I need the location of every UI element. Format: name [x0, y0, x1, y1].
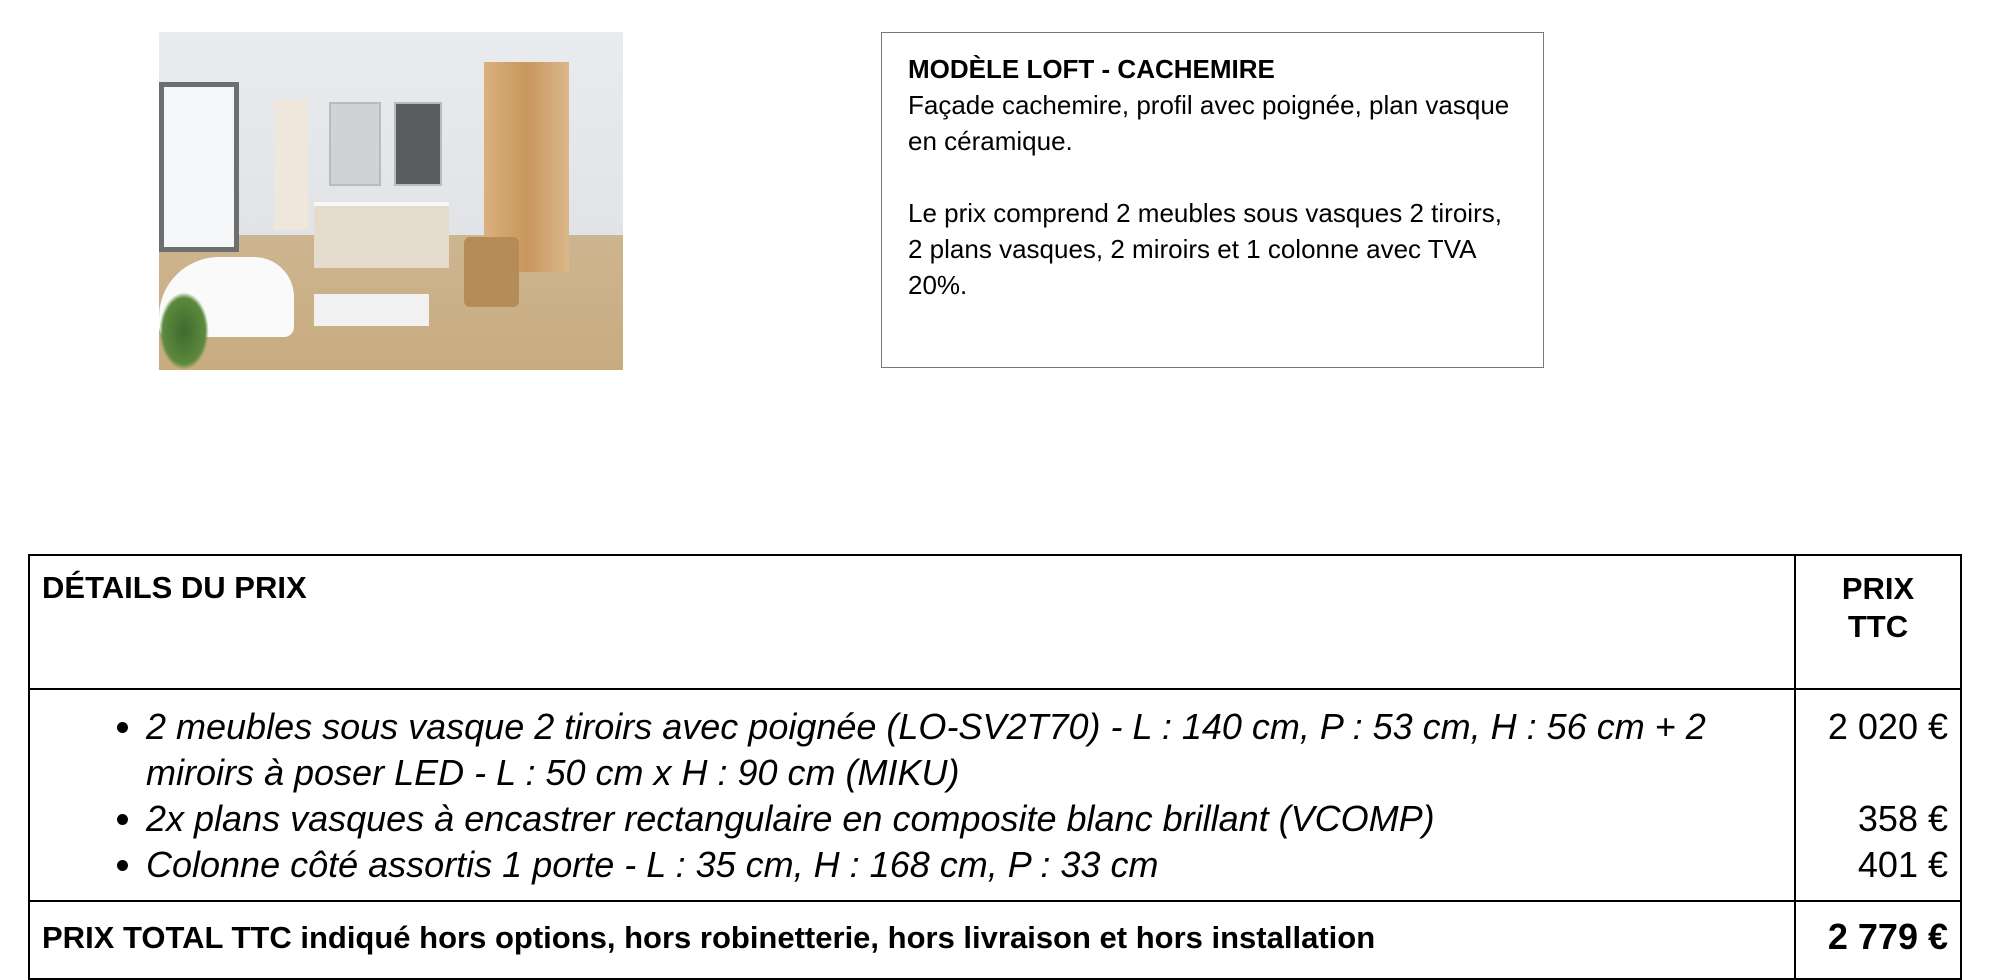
items-list-cell [29, 689, 1795, 901]
list-item: • Colonne côté assortis 1 porte - L : 35 cm, H : 168 cm, P : 33 cm [146, 842, 1782, 888]
items-list [42, 704, 1782, 888]
product-title: MODÈLE LOFT - CACHEMIRE [908, 54, 1275, 84]
table-header-row [29, 555, 1961, 689]
product-description: Façade cachemire, profil avec poignée, plan vasque en céramique. [908, 90, 1510, 156]
total-label: PRIX TOTAL TTC indiqué hors options, hors robinetterie, hors livraison et hors installation [29, 901, 1795, 979]
header-price-line2: TTC [1847, 609, 1909, 644]
table-total-row [29, 901, 1961, 979]
spacer [1796, 750, 1948, 796]
items-price-cell [1795, 689, 1961, 901]
item-price: 358 € [1857, 798, 1948, 839]
list-item: • 2x plans vasques à encastrer rectangulaire en composite blanc brillant (VCOMP) [146, 796, 1782, 842]
product-includes: Le prix comprend 2 meubles sous vasques 2 tiroirs, 2 plans vasques, 2 miroirs et 1 colonne avec TVA 20%. [908, 198, 1502, 300]
total-price: 2 779 € [1795, 901, 1961, 979]
list-item: • 2 meubles sous vasque 2 tiroirs avec poignée (LO-SV2T70) - L : 140 cm, P : 53 cm, H : 56 cm + 2 miroirs à poser LED - L : 50 cm x H : 90 cm (MIKU) [146, 704, 1782, 796]
item-price: 2 020 € [1827, 706, 1948, 747]
price-details-table [28, 554, 1962, 980]
header-details: DÉTAILS DU PRIX [29, 555, 1795, 689]
item-price: 401 € [1857, 844, 1948, 885]
header-price-line1: PRIX [1841, 571, 1915, 606]
spacer [908, 159, 1517, 195]
table-items-row [29, 689, 1961, 901]
bathroom-product-photo [159, 32, 623, 370]
product-description-box [881, 32, 1544, 368]
header-price [1795, 555, 1961, 689]
